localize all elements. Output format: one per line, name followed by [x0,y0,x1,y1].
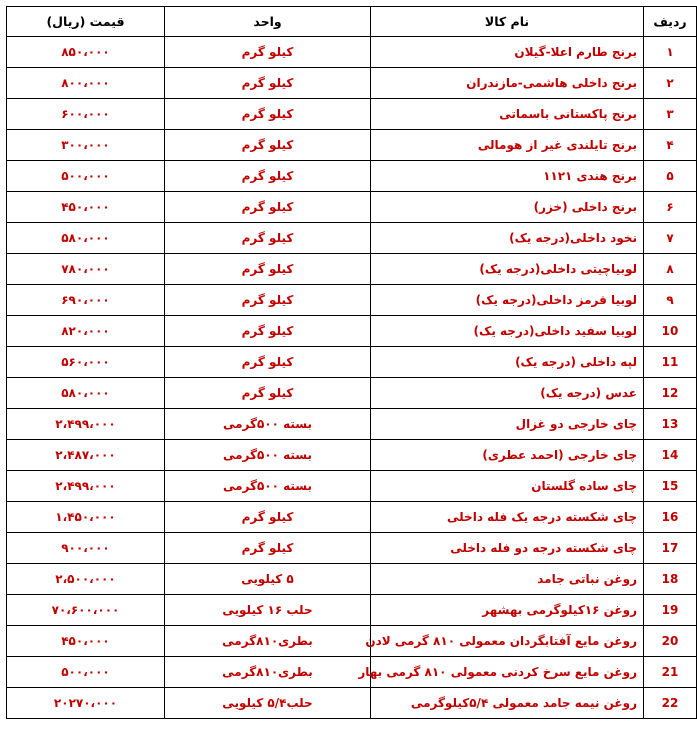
cell-product-name: روغن نباتی جامد [371,564,644,595]
cell-row-number: ۸ [644,254,697,285]
cell-product-name: چای شکسته درجه دو فله داخلی [371,533,644,564]
cell-unit: حلب۵/۴ کیلویی [165,688,371,719]
cell-price: ۶۰۰،۰۰۰ [7,99,165,130]
cell-row-number: 16 [644,502,697,533]
cell-price: ۷۸۰،۰۰۰ [7,254,165,285]
cell-unit: کیلو گرم [165,533,371,564]
cell-product-name: لوبیا قرمز داخلی(درجه یک) [371,285,644,316]
cell-price: ۷۰،۶۰۰،۰۰۰ [7,595,165,626]
cell-product-name: برنج پاکستانی باسماتی [371,99,644,130]
cell-unit: بسته ۵۰۰گرمی [165,409,371,440]
cell-price: ۲،۴۸۷،۰۰۰ [7,440,165,471]
cell-product-name: روغن ۱۶کیلوگرمی بهشهر [371,595,644,626]
cell-product-name: چای شکسته درجه یک فله داخلی [371,502,644,533]
cell-unit: کیلو گرم [165,99,371,130]
cell-product-name: لوبیاچیتی داخلی(درجه یک) [371,254,644,285]
table-row [7,502,697,533]
cell-row-number: 12 [644,378,697,409]
cell-product-name: برنج طارم اعلا-گیلان [371,37,644,68]
cell-row-number: 15 [644,471,697,502]
cell-unit: کیلو گرم [165,316,371,347]
cell-unit: بطری۸۱۰گرمی [165,626,371,657]
cell-row-number: ۳ [644,99,697,130]
table-row [7,595,697,626]
cell-row-number: 13 [644,409,697,440]
table-row [7,130,697,161]
cell-unit: کیلو گرم [165,68,371,99]
cell-unit: کیلو گرم [165,347,371,378]
cell-row-number: ۱ [644,37,697,68]
cell-unit: کیلو گرم [165,37,371,68]
cell-product-name: برنج تایلندی غیر از هومالی [371,130,644,161]
cell-row-number: 21 [644,657,697,688]
table-row [7,254,697,285]
cell-unit: کیلو گرم [165,378,371,409]
cell-unit: کیلو گرم [165,254,371,285]
table-row [7,378,697,409]
cell-unit: بسته ۵۰۰گرمی [165,440,371,471]
cell-product-name: چای خارجی (احمد عطری) [371,440,644,471]
cell-price: ۲،۵۰۰،۰۰۰ [7,564,165,595]
cell-unit: بطری۸۱۰گرمی [165,657,371,688]
cell-row-number: ۷ [644,223,697,254]
cell-price: ۵۸۰،۰۰۰ [7,378,165,409]
table-row [7,533,697,564]
cell-product-name: لوبیا سفید داخلی(درجه یک) [371,316,644,347]
cell-product-name: برنج هندی ۱۱۲۱ [371,161,644,192]
header-unit: واحد [165,7,371,37]
cell-price: ۵۶۰،۰۰۰ [7,347,165,378]
cell-product-name: برنج داخلی هاشمی-مازندران [371,68,644,99]
cell-product-name: برنج داخلی (خزر) [371,192,644,223]
cell-unit: کیلو گرم [165,130,371,161]
cell-row-number: 10 [644,316,697,347]
cell-product-name: چای خارجی دو غزال [371,409,644,440]
cell-price: ۲۰۲۷۰،۰۰۰ [7,688,165,719]
cell-product-name: نخود داخلی(درجه یک) [371,223,644,254]
cell-row-number: 11 [644,347,697,378]
table-row [7,347,697,378]
table-row [7,192,697,223]
table-row [7,564,697,595]
cell-price: ۸۲۰،۰۰۰ [7,316,165,347]
cell-row-number: ۲ [644,68,697,99]
table-row [7,68,697,99]
cell-row-number: 20 [644,626,697,657]
table-row [7,657,697,688]
cell-price: ۲،۴۹۹،۰۰۰ [7,409,165,440]
price-table-container [6,6,687,719]
cell-price: ۸۰۰،۰۰۰ [7,68,165,99]
cell-product-name: لپه داخلی (درجه یک) [371,347,644,378]
cell-price: ۱،۴۵۰،۰۰۰ [7,502,165,533]
cell-price: ۴۵۰،۰۰۰ [7,192,165,223]
cell-unit: ۵ کیلویی [165,564,371,595]
cell-price: ۳۰۰،۰۰۰ [7,130,165,161]
cell-price: ۹۰۰،۰۰۰ [7,533,165,564]
cell-product-name: روغن مایع آفتابگردان معمولی ۸۱۰ گرمی لادن [371,626,644,657]
cell-row-number: 22 [644,688,697,719]
cell-price: ۸۵۰،۰۰۰ [7,37,165,68]
cell-unit: کیلو گرم [165,161,371,192]
cell-row-number: 19 [644,595,697,626]
table-row [7,161,697,192]
table-row [7,223,697,254]
cell-row-number: 14 [644,440,697,471]
cell-row-number: ۴ [644,130,697,161]
table-row [7,285,697,316]
cell-price: ۶۹۰،۰۰۰ [7,285,165,316]
cell-product-name: روغن نیمه جامد معمولی ۵/۴کیلوگرمی [371,688,644,719]
table-header-row [7,7,697,37]
header-product-name: نام کالا [371,7,644,37]
table-body [7,37,697,719]
cell-row-number: 17 [644,533,697,564]
cell-unit: کیلو گرم [165,285,371,316]
cell-unit: حلب ۱۶ کیلویی [165,595,371,626]
table-row [7,471,697,502]
cell-unit: کیلو گرم [165,502,371,533]
table-row [7,316,697,347]
cell-row-number: ۶ [644,192,697,223]
cell-row-number: 18 [644,564,697,595]
table-row [7,37,697,68]
cell-price: ۲،۴۹۹،۰۰۰ [7,471,165,502]
cell-unit: کیلو گرم [165,223,371,254]
table-row [7,440,697,471]
table-row [7,409,697,440]
table-row [7,688,697,719]
price-table [6,6,697,719]
cell-product-name: چای ساده گلستان [371,471,644,502]
header-row-number: ردیف [644,7,697,37]
cell-row-number: ۵ [644,161,697,192]
table-row [7,99,697,130]
cell-price: ۵۸۰،۰۰۰ [7,223,165,254]
cell-unit: کیلو گرم [165,192,371,223]
cell-price: ۴۵۰،۰۰۰ [7,626,165,657]
cell-row-number: ۹ [644,285,697,316]
table-row [7,626,697,657]
cell-price: ۵۰۰،۰۰۰ [7,161,165,192]
cell-product-name: عدس (درجه یک) [371,378,644,409]
header-price: قیمت (ریال) [7,7,165,37]
cell-price: ۵۰۰،۰۰۰ [7,657,165,688]
cell-unit: بسته ۵۰۰گرمی [165,471,371,502]
cell-product-name: روغن مایع سرخ کردنی معمولی ۸۱۰ گرمی بهار [371,657,644,688]
